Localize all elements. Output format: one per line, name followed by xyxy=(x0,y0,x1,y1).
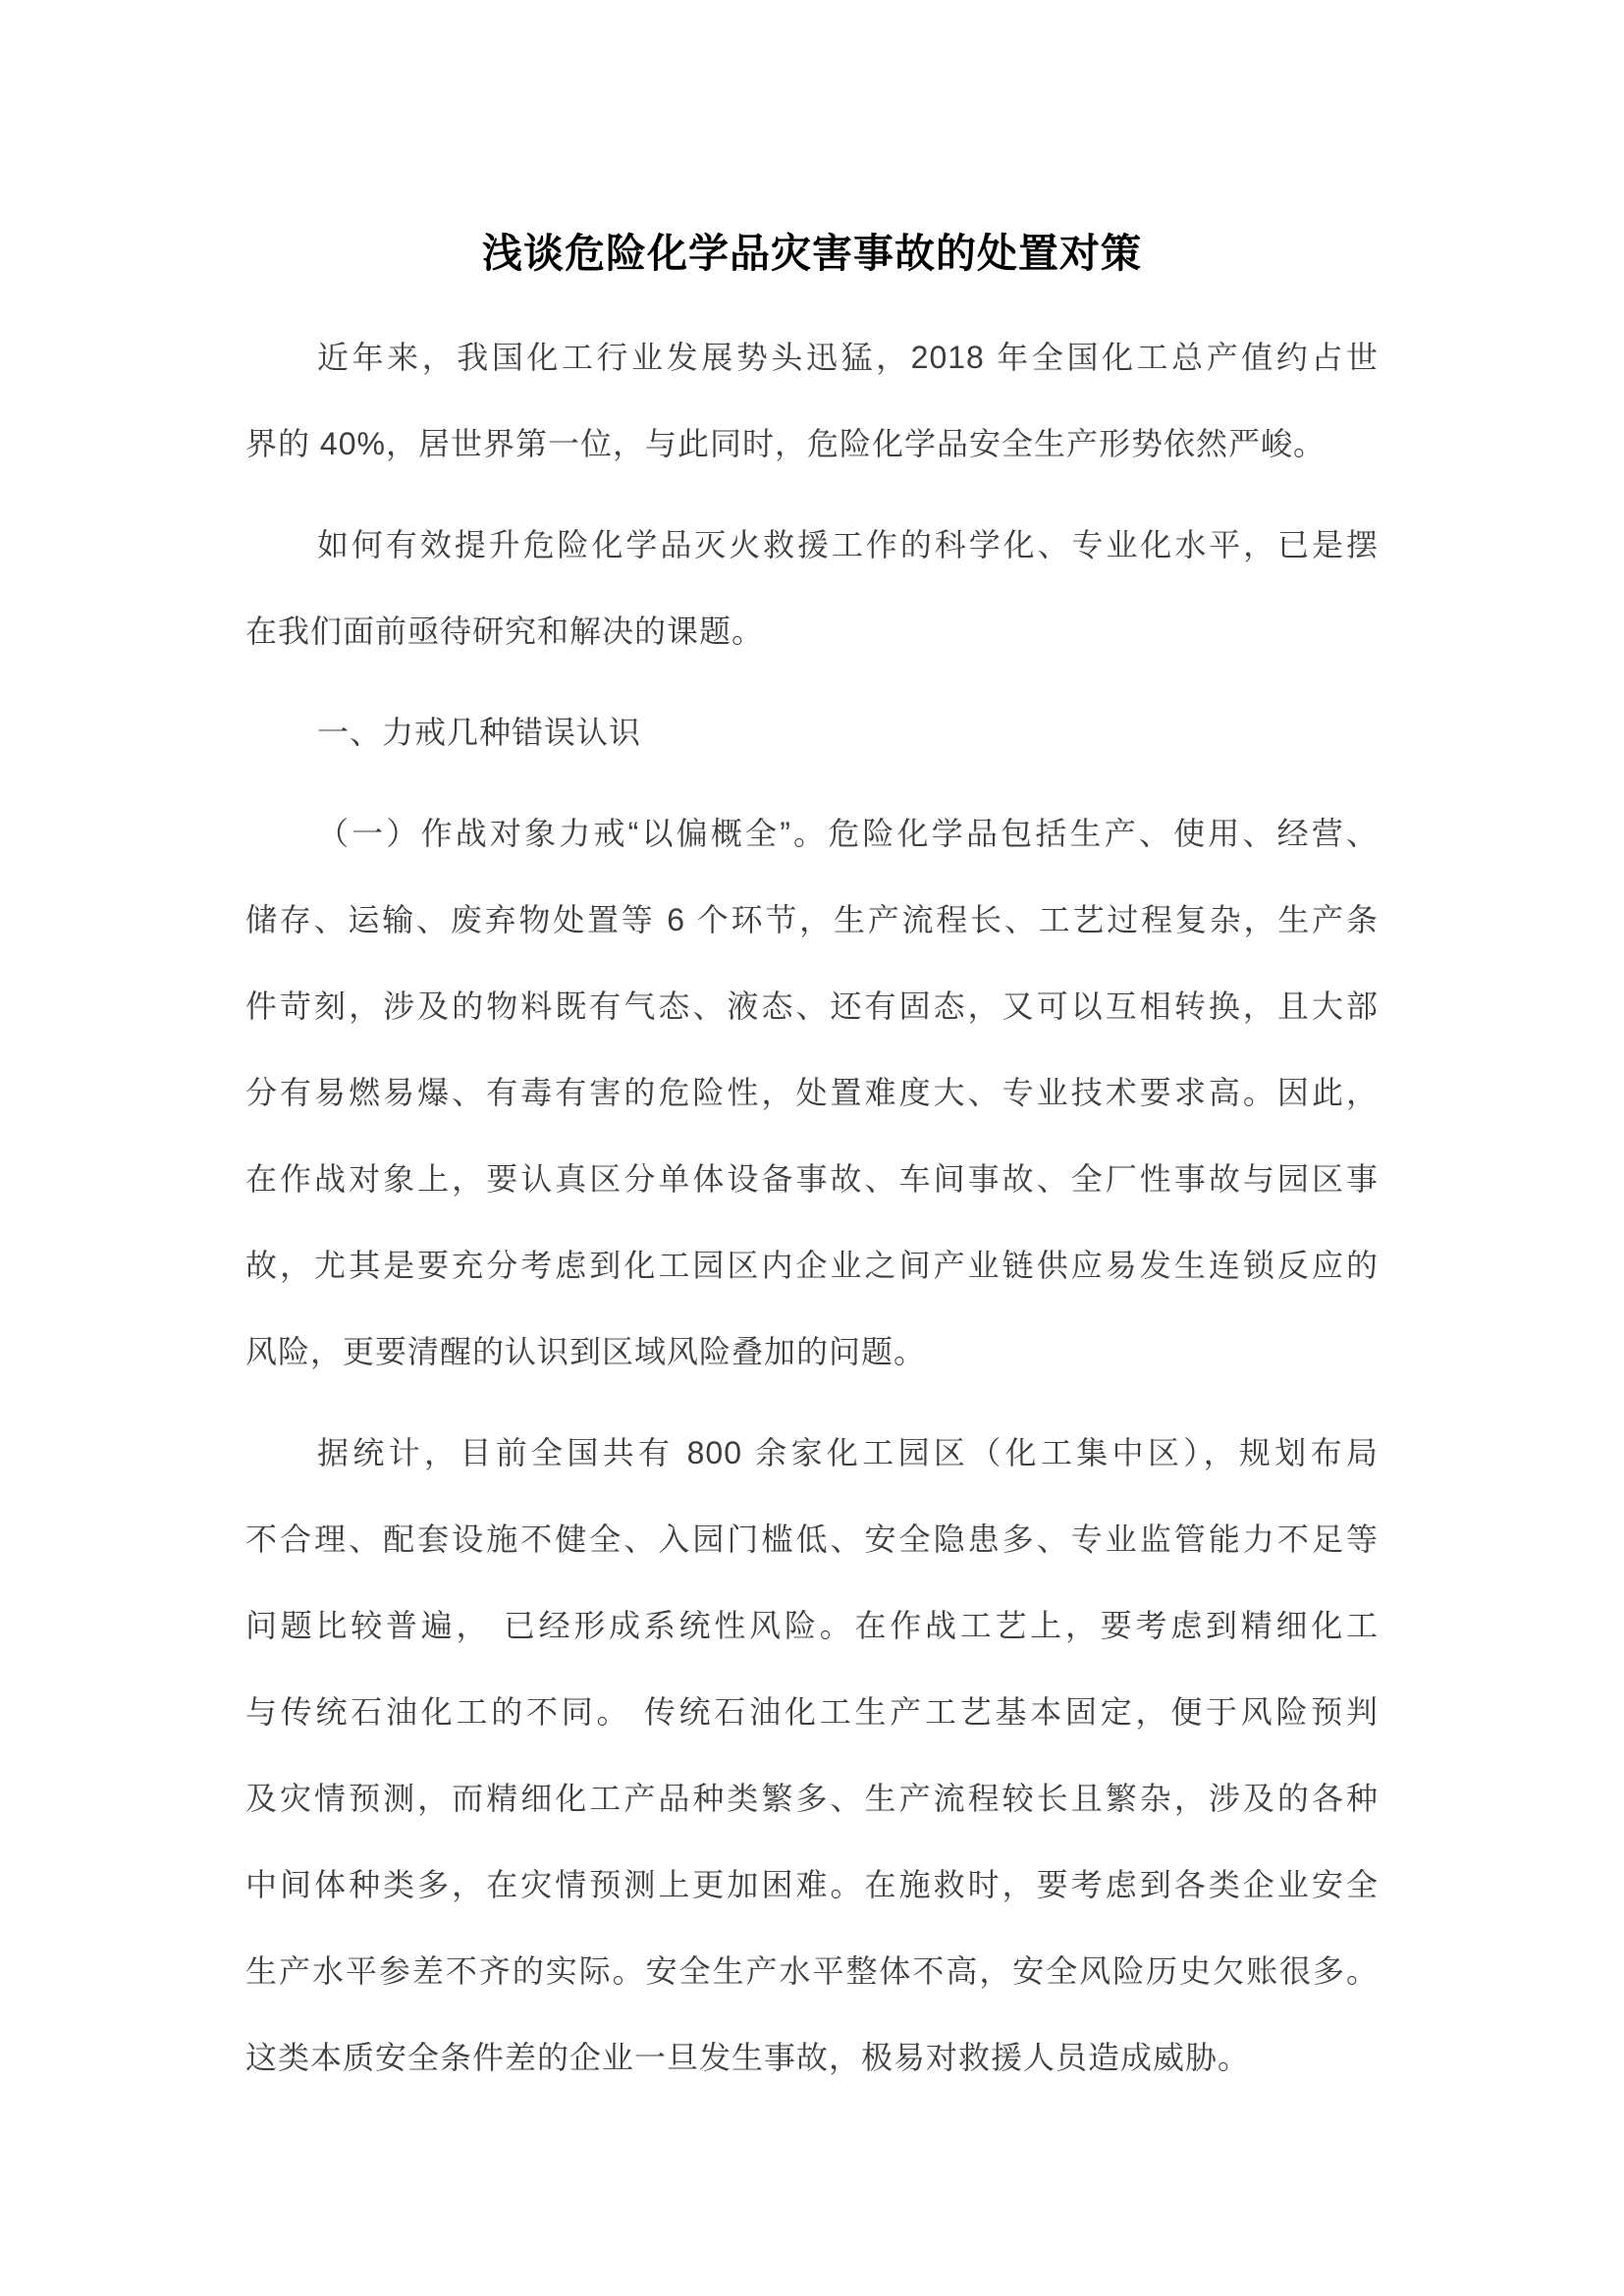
text-line: 故，尤其是要充分考虑到化工园区内企业之间产业链供应易发生连锁反应的 xyxy=(245,1248,1379,1283)
text-line: 这类本质安全条件差的企业一旦发生事故，极易对救援人员造成威胁。 xyxy=(245,2040,1251,2075)
paragraph xyxy=(245,314,1379,487)
text-line: 件苛刻，涉及的物料既有气态、液态、还有固态，又可以互相转换，且大部 xyxy=(245,988,1379,1024)
text-line: 界的 40%，居世界第一位，与此同时，危险化学品安全生产形势依然严峻。 xyxy=(245,426,1326,461)
paragraph xyxy=(245,790,1379,1395)
text-line: 储存、运输、废弃物处置等 6 个环节，生产流程长、工艺过程复杂，生产条 xyxy=(245,902,1379,937)
text-line: 一、力戒几种错误认识 xyxy=(317,715,642,750)
document-body xyxy=(245,314,1379,2101)
text-line: 及灾情预测，而精细化工产品种类繁多、生产流程较长且繁杂，涉及的各种 xyxy=(245,1781,1379,1816)
document-title: 浅谈危险化学品灾害事故的处置对策 xyxy=(482,231,1142,276)
text-line: 在我们面前亟待研究和解决的课题。 xyxy=(245,614,765,649)
text-line: 近年来，我国化工行业发展势头迅猛，2018 年全国化工总产值约占世 xyxy=(317,340,1379,375)
text-line: 不合理、配套设施不健全、入园门槛低、安全隐患多、专业监管能力不足等 xyxy=(245,1522,1379,1557)
text-line: 与传统石油化工的不同。 传统石油化工生产工艺基本固定，便于风险预判 xyxy=(245,1694,1379,1730)
text-line: 问题比较普遍， 已经形成系统性风险。在作战工艺上，要考虑到精细化工 xyxy=(245,1608,1379,1643)
section-heading xyxy=(245,689,1379,775)
text-line: 在作战对象上，要认真区分单体设备事故、车间事故、全厂性事故与园区事 xyxy=(245,1161,1379,1197)
text-line: （一）作战对象力戒“以偏概全”。危险化学品包括生产、使用、经营、 xyxy=(317,816,1379,851)
paragraph xyxy=(245,1410,1379,2101)
text-line: 中间体种类多，在灾情预测上更加困难。在施救时，要考虑到各类企业安全 xyxy=(245,1867,1379,1902)
text-line: 生产水平参差不齐的实际。安全生产水平整体不高，安全风险历史欠账很多。 xyxy=(245,1953,1379,1989)
text-line: 如何有效提升危险化学品灭火救援工作的科学化、专业化水平，已是摆 xyxy=(317,527,1379,562)
text-line: 风险，更要清醒的认识到区域风险叠加的问题。 xyxy=(245,1334,927,1369)
text-line: 据统计，目前全国共有 800 余家化工园区（化工集中区），规划布局 xyxy=(317,1435,1379,1470)
text-line: 分有易燃易爆、有毒有害的危险性，处置难度大、专业技术要求高。因此， xyxy=(245,1075,1379,1110)
paragraph xyxy=(245,502,1379,674)
